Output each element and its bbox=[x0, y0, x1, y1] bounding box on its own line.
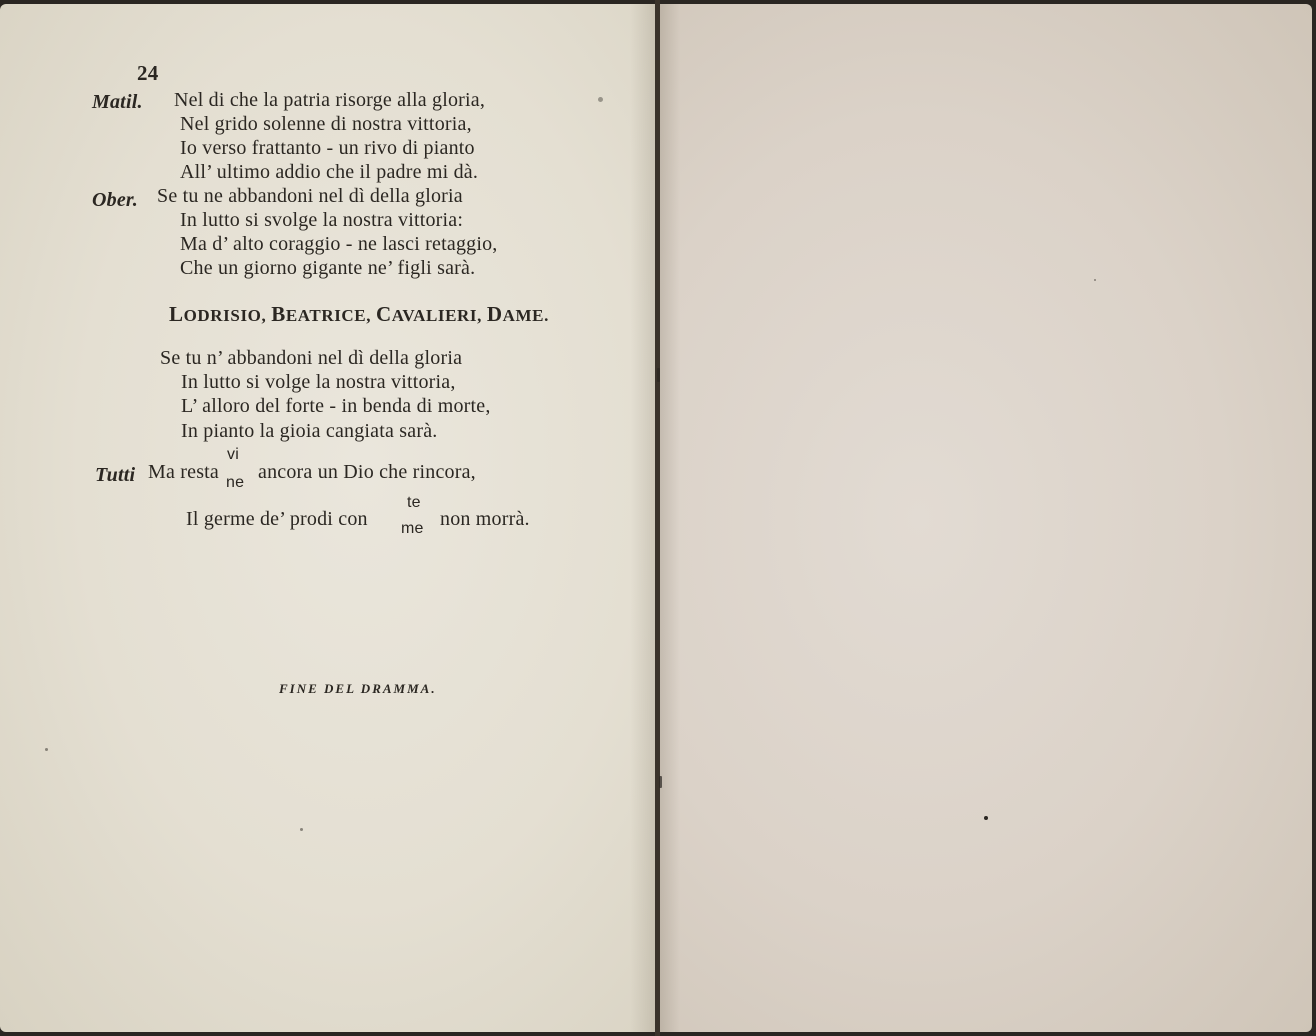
tutti-line2-start: Il germe de’ prodi con bbox=[186, 508, 368, 530]
heading-initial: C bbox=[375, 302, 392, 326]
characters-heading bbox=[169, 302, 549, 328]
heading-rest: EATRICE, bbox=[285, 306, 372, 325]
verse-line: All’ ultimo addio che il padre mi dà. bbox=[180, 161, 479, 183]
paper-speck bbox=[657, 368, 660, 382]
verse-line: In lutto si volge la nostra vittoria, bbox=[181, 371, 456, 393]
tutti-line1-upper-variant: vi bbox=[227, 446, 239, 463]
verse-line: Io verso frattanto - un rivo di pianto bbox=[180, 137, 475, 159]
heading-initial: L bbox=[169, 302, 184, 326]
speaker-ober: Ober. bbox=[92, 189, 138, 211]
verse-line: Nel grido solenne di nostra vittoria, bbox=[180, 113, 472, 135]
verse-line: Se tu ne abbandoni nel dì della gloria bbox=[157, 185, 463, 207]
heading-rest: AVALIERI, bbox=[391, 306, 483, 325]
verse-line: Ma d’ alto coraggio - ne lasci retaggio, bbox=[180, 233, 498, 255]
tutti-line2-lower-variant: me bbox=[401, 520, 424, 537]
paper-speck bbox=[598, 97, 603, 102]
verse-line: L’ alloro del forte - in benda di morte, bbox=[181, 395, 491, 417]
paper-speck bbox=[45, 748, 48, 751]
speaker-matil: Matil. bbox=[92, 91, 143, 113]
heading-initial: D bbox=[486, 302, 503, 326]
verse-line: Se tu n’ abbandoni nel dì della gloria bbox=[160, 347, 463, 369]
verse-line: In lutto si svolge la nostra vittoria: bbox=[180, 209, 464, 231]
end-of-drama: FINE DEL DRAMMA. bbox=[279, 681, 437, 696]
right-page bbox=[658, 4, 1312, 1032]
speaker-tutti: Tutti bbox=[95, 464, 136, 486]
verse-line: Nel di che la patria risorge alla gloria, bbox=[174, 89, 486, 111]
tutti-line1-lower-variant: ne bbox=[226, 474, 245, 491]
verse-line: Che un giorno gigante ne’ figli sarà. bbox=[180, 257, 476, 279]
tutti-line2-end: non morrà. bbox=[440, 508, 530, 530]
heading-rest: AME. bbox=[502, 306, 549, 325]
book-gutter bbox=[655, 0, 660, 1036]
paper-speck bbox=[1094, 279, 1096, 281]
heading-rest: ODRISIO, bbox=[183, 306, 267, 325]
verse-line: In pianto la gioia cangiata sarà. bbox=[181, 420, 438, 442]
tutti-line1-start: Ma resta bbox=[148, 461, 220, 483]
paper-speck bbox=[300, 828, 303, 831]
tutti-line1-end: ancora un Dio che rincora, bbox=[258, 461, 476, 483]
page-number: 24 bbox=[137, 61, 159, 85]
tutti-line2-upper-variant: te bbox=[407, 494, 421, 511]
paper-speck bbox=[984, 816, 988, 820]
paper-speck bbox=[659, 776, 662, 788]
heading-initial: B bbox=[271, 302, 286, 326]
